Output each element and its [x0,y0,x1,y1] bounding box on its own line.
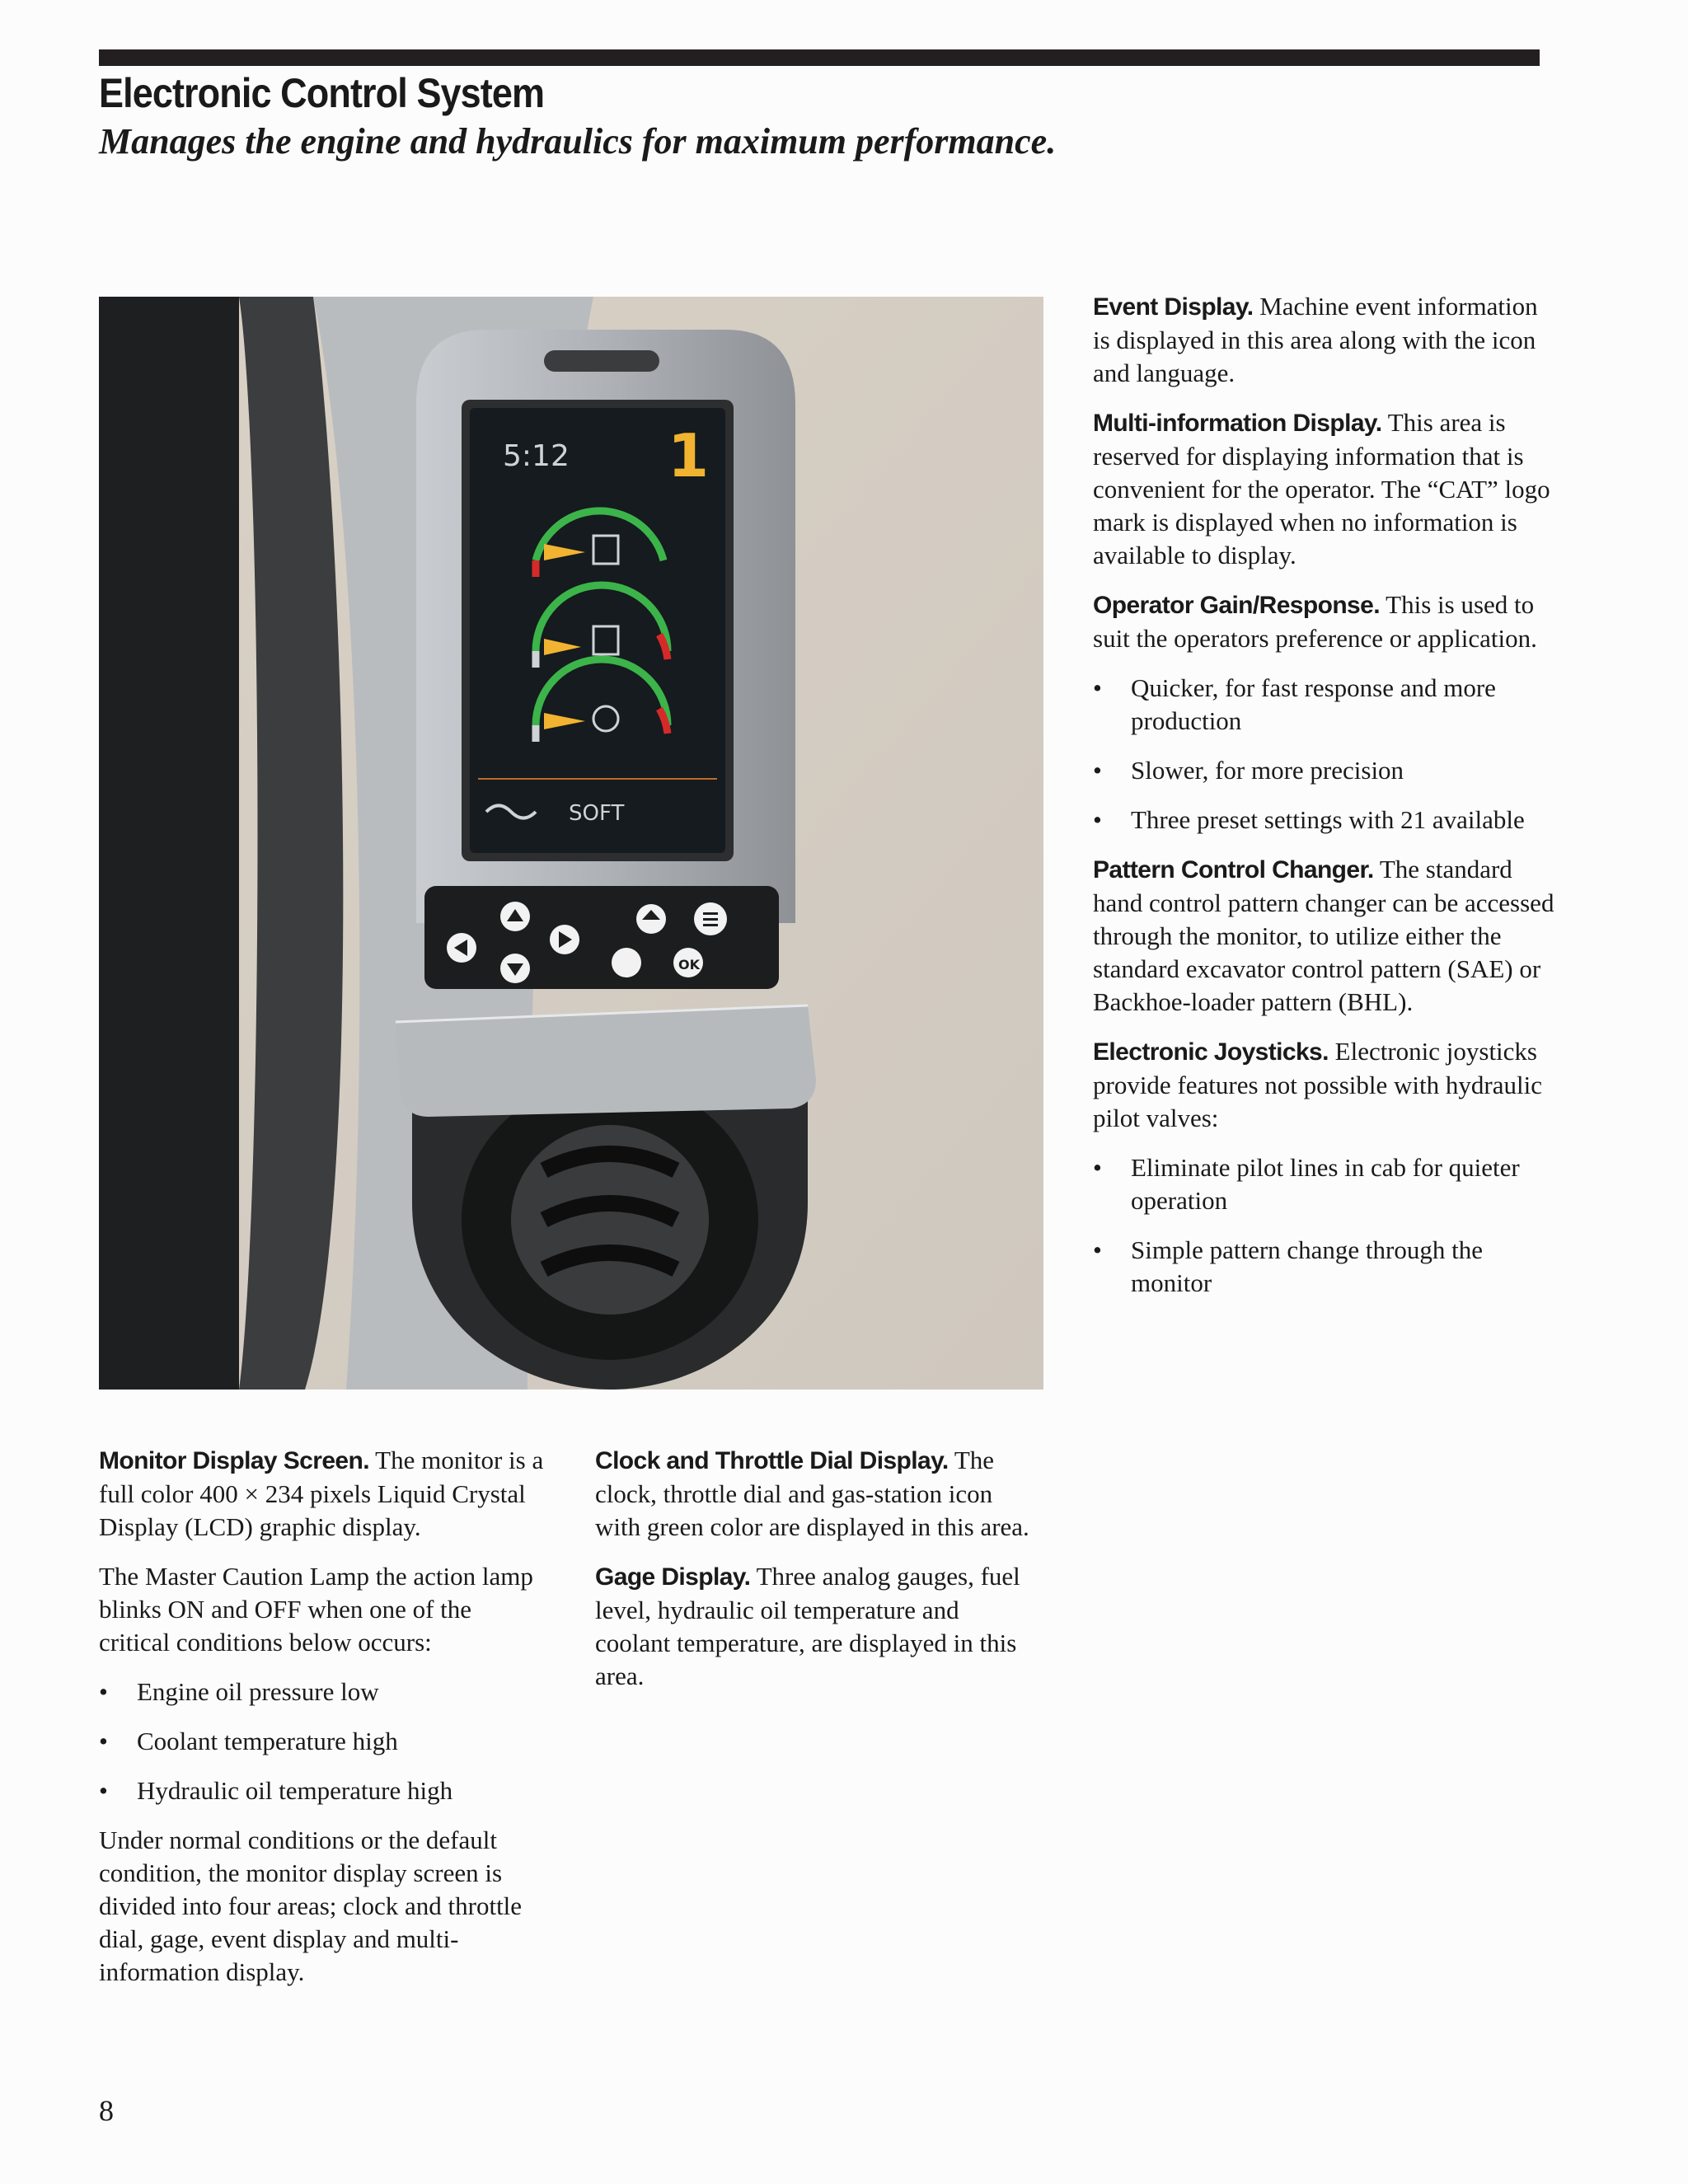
monitor-photo [99,297,1043,1390]
list-item: • Simple pattern change through the monitor [1093,1234,1554,1300]
back-icon [612,948,641,977]
list-item: • Hydraulic oil temperature high [99,1774,544,1807]
list-item: • Quicker, for fast response and more production [1093,672,1554,738]
page-title: Electronic Control System [99,70,545,116]
list-item: • Coolant temperature high [99,1725,544,1758]
middle-column [595,1444,1040,1709]
joysticks-paragraph: Electronic Joysticks. Electronic joysticks provide features not possible with hydraulic pilot valves: [1093,1037,1542,1132]
monitor-paragraph: Monitor Display Screen. The monitor is a full color 400 × 234 pixels Liquid Crystal Display (LCD) graphic display. [99,1446,544,1541]
header-rule [99,49,1540,66]
list-item: • Engine oil pressure low [99,1675,544,1708]
caution-conditions-list [99,1675,544,1807]
normal-conditions-paragraph: Under normal conditions or the default condition, the monitor display screen is divided into four areas; clock and throttle dial, gage, event display and multi-information display. [99,1825,523,1986]
page-number: 8 [99,2094,114,2127]
gage-display-paragraph: Gage Display. Three analog gauges, fuel level, hydraulic oil temperature and coolant temperature, are displayed in this area. [595,1562,1020,1690]
multi-info-paragraph: Multi-information Display. This area is reserved for displaying information that is convenient for the operator. The “CAT” logo mark is displayed when no information is available to display. [1093,408,1550,569]
list-item: • Three preset settings with 21 available [1093,804,1554,837]
event-display-paragraph: Event Display. Machine event information is displayed in this area along with the icon and language. [1093,292,1538,387]
mode-label: SOFT [569,801,625,826]
clock-throttle-paragraph: Clock and Throttle Dial Display. The clock, throttle dial and gas-station icon with green color are displayed in this area. [595,1446,1029,1541]
joysticks-list [1093,1151,1554,1300]
right-column [1093,290,1554,1316]
operator-gain-list [1093,672,1554,837]
pattern-control-paragraph: Pattern Control Changer. The standard hand control pattern changer can be accessed through the monitor, to utilize either the standard excavator control pattern (SAE) or Backhoe-loader pattern (BHL). [1093,855,1554,1016]
page-subtitle: Manages the engine and hydraulics for maximum performance. [99,121,1057,162]
left-column [99,1444,544,2005]
clock-readout: 5:12 [503,439,570,473]
throttle-dial-value: 1 [668,421,710,490]
list-item: • Slower, for more precision [1093,754,1554,787]
list-item: • Eliminate pilot lines in cab for quieter operation [1093,1151,1554,1217]
svg-text:OK: OK [678,957,700,972]
master-caution-paragraph: The Master Caution Lamp the action lamp blinks ON and OFF when one of the critical conditions below occurs: [99,1562,533,1657]
operator-gain-paragraph: Operator Gain/Response. This is used to suit the operators preference or application. [1093,590,1537,653]
